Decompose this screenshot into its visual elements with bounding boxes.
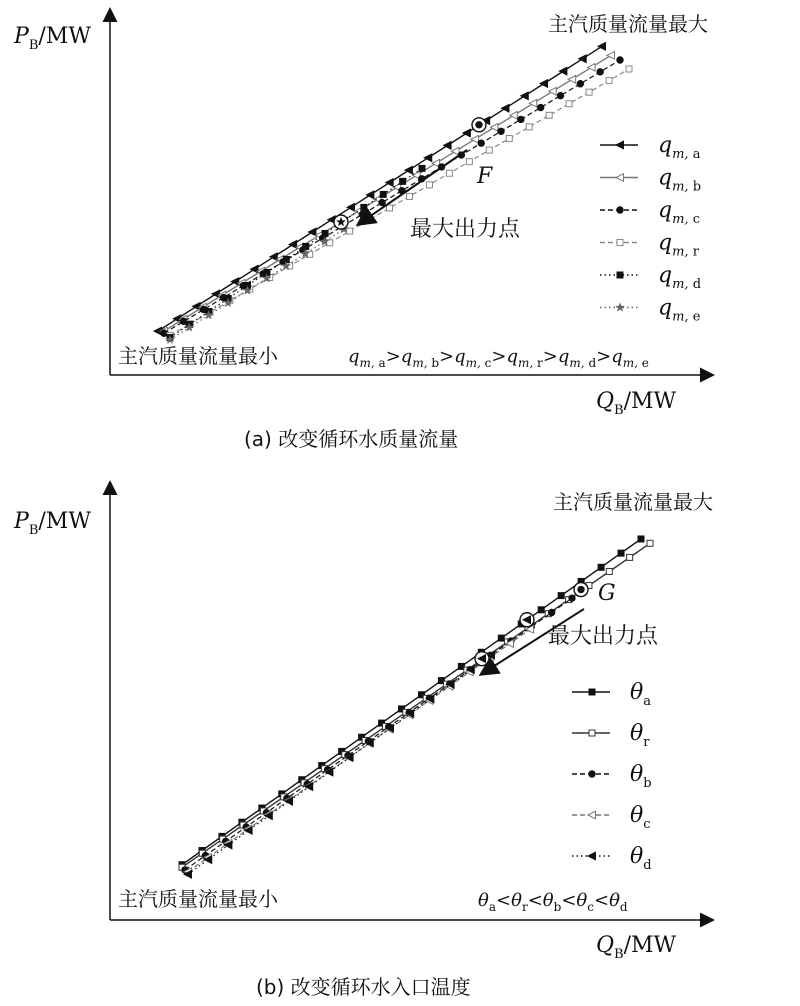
legend-label: $\theta_a$ (630, 680, 652, 709)
data-point (618, 550, 624, 556)
data-point (577, 81, 583, 87)
legend-entry (600, 166, 701, 195)
series-m-a (154, 43, 606, 335)
series-line (164, 55, 611, 331)
data-point (380, 191, 386, 197)
panel-b-x-label: $Q_B/MW$ (596, 933, 677, 962)
data-point (379, 199, 385, 205)
data-point (647, 540, 653, 546)
series-m-c (161, 57, 623, 337)
legend-label: $q_{m, r}$ (658, 230, 699, 260)
data-point (359, 211, 365, 217)
panel-a-series (154, 43, 632, 344)
legend-entry (600, 133, 701, 162)
max-output-point (578, 586, 584, 592)
data-point (424, 154, 432, 162)
data-point (303, 243, 309, 249)
data-point (588, 64, 596, 72)
panel-a-arrow (359, 150, 467, 224)
legend-entry (600, 231, 700, 260)
data-point (586, 89, 592, 95)
legend-entry (572, 844, 652, 873)
panel-a-x-label: $Q_B/MW$ (596, 389, 677, 418)
data-point (557, 92, 563, 98)
data-point (161, 330, 167, 336)
panel-a-annotation-min-flow: 主汽质量流量最小 (118, 344, 278, 368)
legend-entry (572, 680, 651, 709)
legend-entry (600, 263, 701, 292)
data-point (529, 99, 537, 107)
legend-label: $\theta_b$ (630, 762, 652, 791)
data-point (638, 536, 644, 542)
legend-marker (616, 174, 624, 182)
data-point (597, 69, 603, 75)
legend-marker (617, 207, 623, 213)
legend-entry (600, 198, 700, 227)
legend-entry (600, 296, 701, 325)
data-point (526, 124, 532, 130)
data-point (506, 135, 512, 141)
legend-label: $q_{m, a}$ (658, 133, 701, 162)
data-point (548, 609, 554, 615)
data-point (283, 256, 289, 262)
data-point (606, 78, 612, 84)
data-point (598, 564, 604, 570)
legend-label: $q_{m, c}$ (658, 198, 700, 227)
data-point (617, 57, 623, 63)
legend-marker (589, 730, 595, 736)
panel-b-arrow-label: 最大出力点 (548, 624, 659, 649)
series-line (158, 46, 602, 331)
data-point (322, 230, 328, 236)
panel-a-annotation-max-flow: 主汽质量流量最大 (548, 12, 708, 36)
legend-marker (616, 141, 624, 149)
panel-b-annotation-max-flow: 主汽质量流量最大 (553, 490, 713, 514)
data-point (419, 165, 425, 171)
data-point (486, 147, 492, 153)
data-point (626, 66, 632, 72)
legend-entry (572, 762, 652, 791)
legend-label: $\theta_r$ (630, 721, 650, 750)
data-point (212, 290, 220, 298)
series-m-r (167, 66, 632, 338)
panel-b-y-label: $P_B/MW$ (14, 509, 91, 538)
legend-label: $q_{m, b}$ (658, 165, 702, 195)
series-line (188, 629, 530, 871)
data-point (471, 135, 479, 143)
data-point (466, 159, 472, 165)
data-point (546, 112, 552, 118)
legend-label: $\theta_c$ (630, 803, 651, 832)
legend-marker (588, 811, 596, 819)
panel-b-caption: (b) 改变循环水入口温度 (256, 975, 471, 999)
data-point (478, 140, 484, 146)
panel-b (13, 483, 713, 999)
legend-marker (589, 771, 595, 777)
panel-a (13, 10, 712, 451)
panel-b-point-name: G (598, 581, 616, 606)
series-m-e (166, 225, 348, 343)
data-point (538, 607, 544, 613)
data-point (549, 87, 557, 95)
legend-label: $q_{m, d}$ (658, 263, 702, 292)
series-a (179, 536, 644, 868)
panel-b-order-relation: $\theta_a<\theta_r<\theta_b<\theta_c<\theta_d$ (478, 890, 628, 914)
data-point (566, 101, 572, 107)
data-point (400, 178, 406, 184)
panel-a-point-name: F (477, 164, 493, 189)
data-point (498, 128, 504, 134)
panel-a-caption: (a) 改变循环水质量流量 (244, 427, 459, 451)
data-point (598, 43, 606, 51)
panel-b-annotation-min-flow: 主汽质量流量最小 (118, 887, 278, 911)
series-line (164, 60, 620, 333)
legend-entry (572, 721, 650, 750)
data-point (490, 123, 498, 131)
data-point (347, 228, 353, 234)
series-line (182, 539, 641, 865)
data-point (446, 170, 452, 176)
data-point (426, 182, 432, 188)
data-point (406, 193, 412, 199)
panel-a-arrow-label: 最大出力点 (410, 217, 521, 242)
legend-marker (616, 303, 624, 311)
data-point (537, 104, 543, 110)
data-point (518, 116, 524, 122)
data-point (387, 205, 393, 211)
panel-a-legend (600, 133, 701, 325)
data-point (607, 52, 615, 60)
data-point (308, 228, 316, 236)
legend-marker (617, 240, 623, 246)
panel-a-y-label: $P_B/MW$ (14, 24, 91, 53)
series-line (185, 598, 572, 870)
data-point (558, 593, 564, 599)
series-m-b (160, 52, 615, 335)
data-point (521, 92, 529, 100)
max-output-point (476, 122, 482, 128)
data-point (361, 204, 367, 210)
data-point (510, 111, 518, 119)
legend-marker (617, 272, 623, 278)
legend-marker (588, 852, 596, 860)
data-point (568, 75, 576, 83)
data-point (366, 191, 374, 199)
data-point (627, 554, 633, 560)
legend-label: $q_{m, e}$ (658, 295, 701, 325)
legend-marker (589, 689, 595, 695)
panel-b-legend (572, 680, 652, 873)
data-point (498, 635, 504, 641)
legend-entry (572, 803, 651, 832)
panel-a-order-relation: $q_{m, a}>q_{m, b}>q_{m, c}>q_{m, r}>q_{m, d}>q_{m, e}$ (348, 346, 649, 370)
data-point (606, 568, 612, 574)
data-point (569, 595, 575, 601)
legend-label: $\theta_d$ (630, 844, 652, 873)
